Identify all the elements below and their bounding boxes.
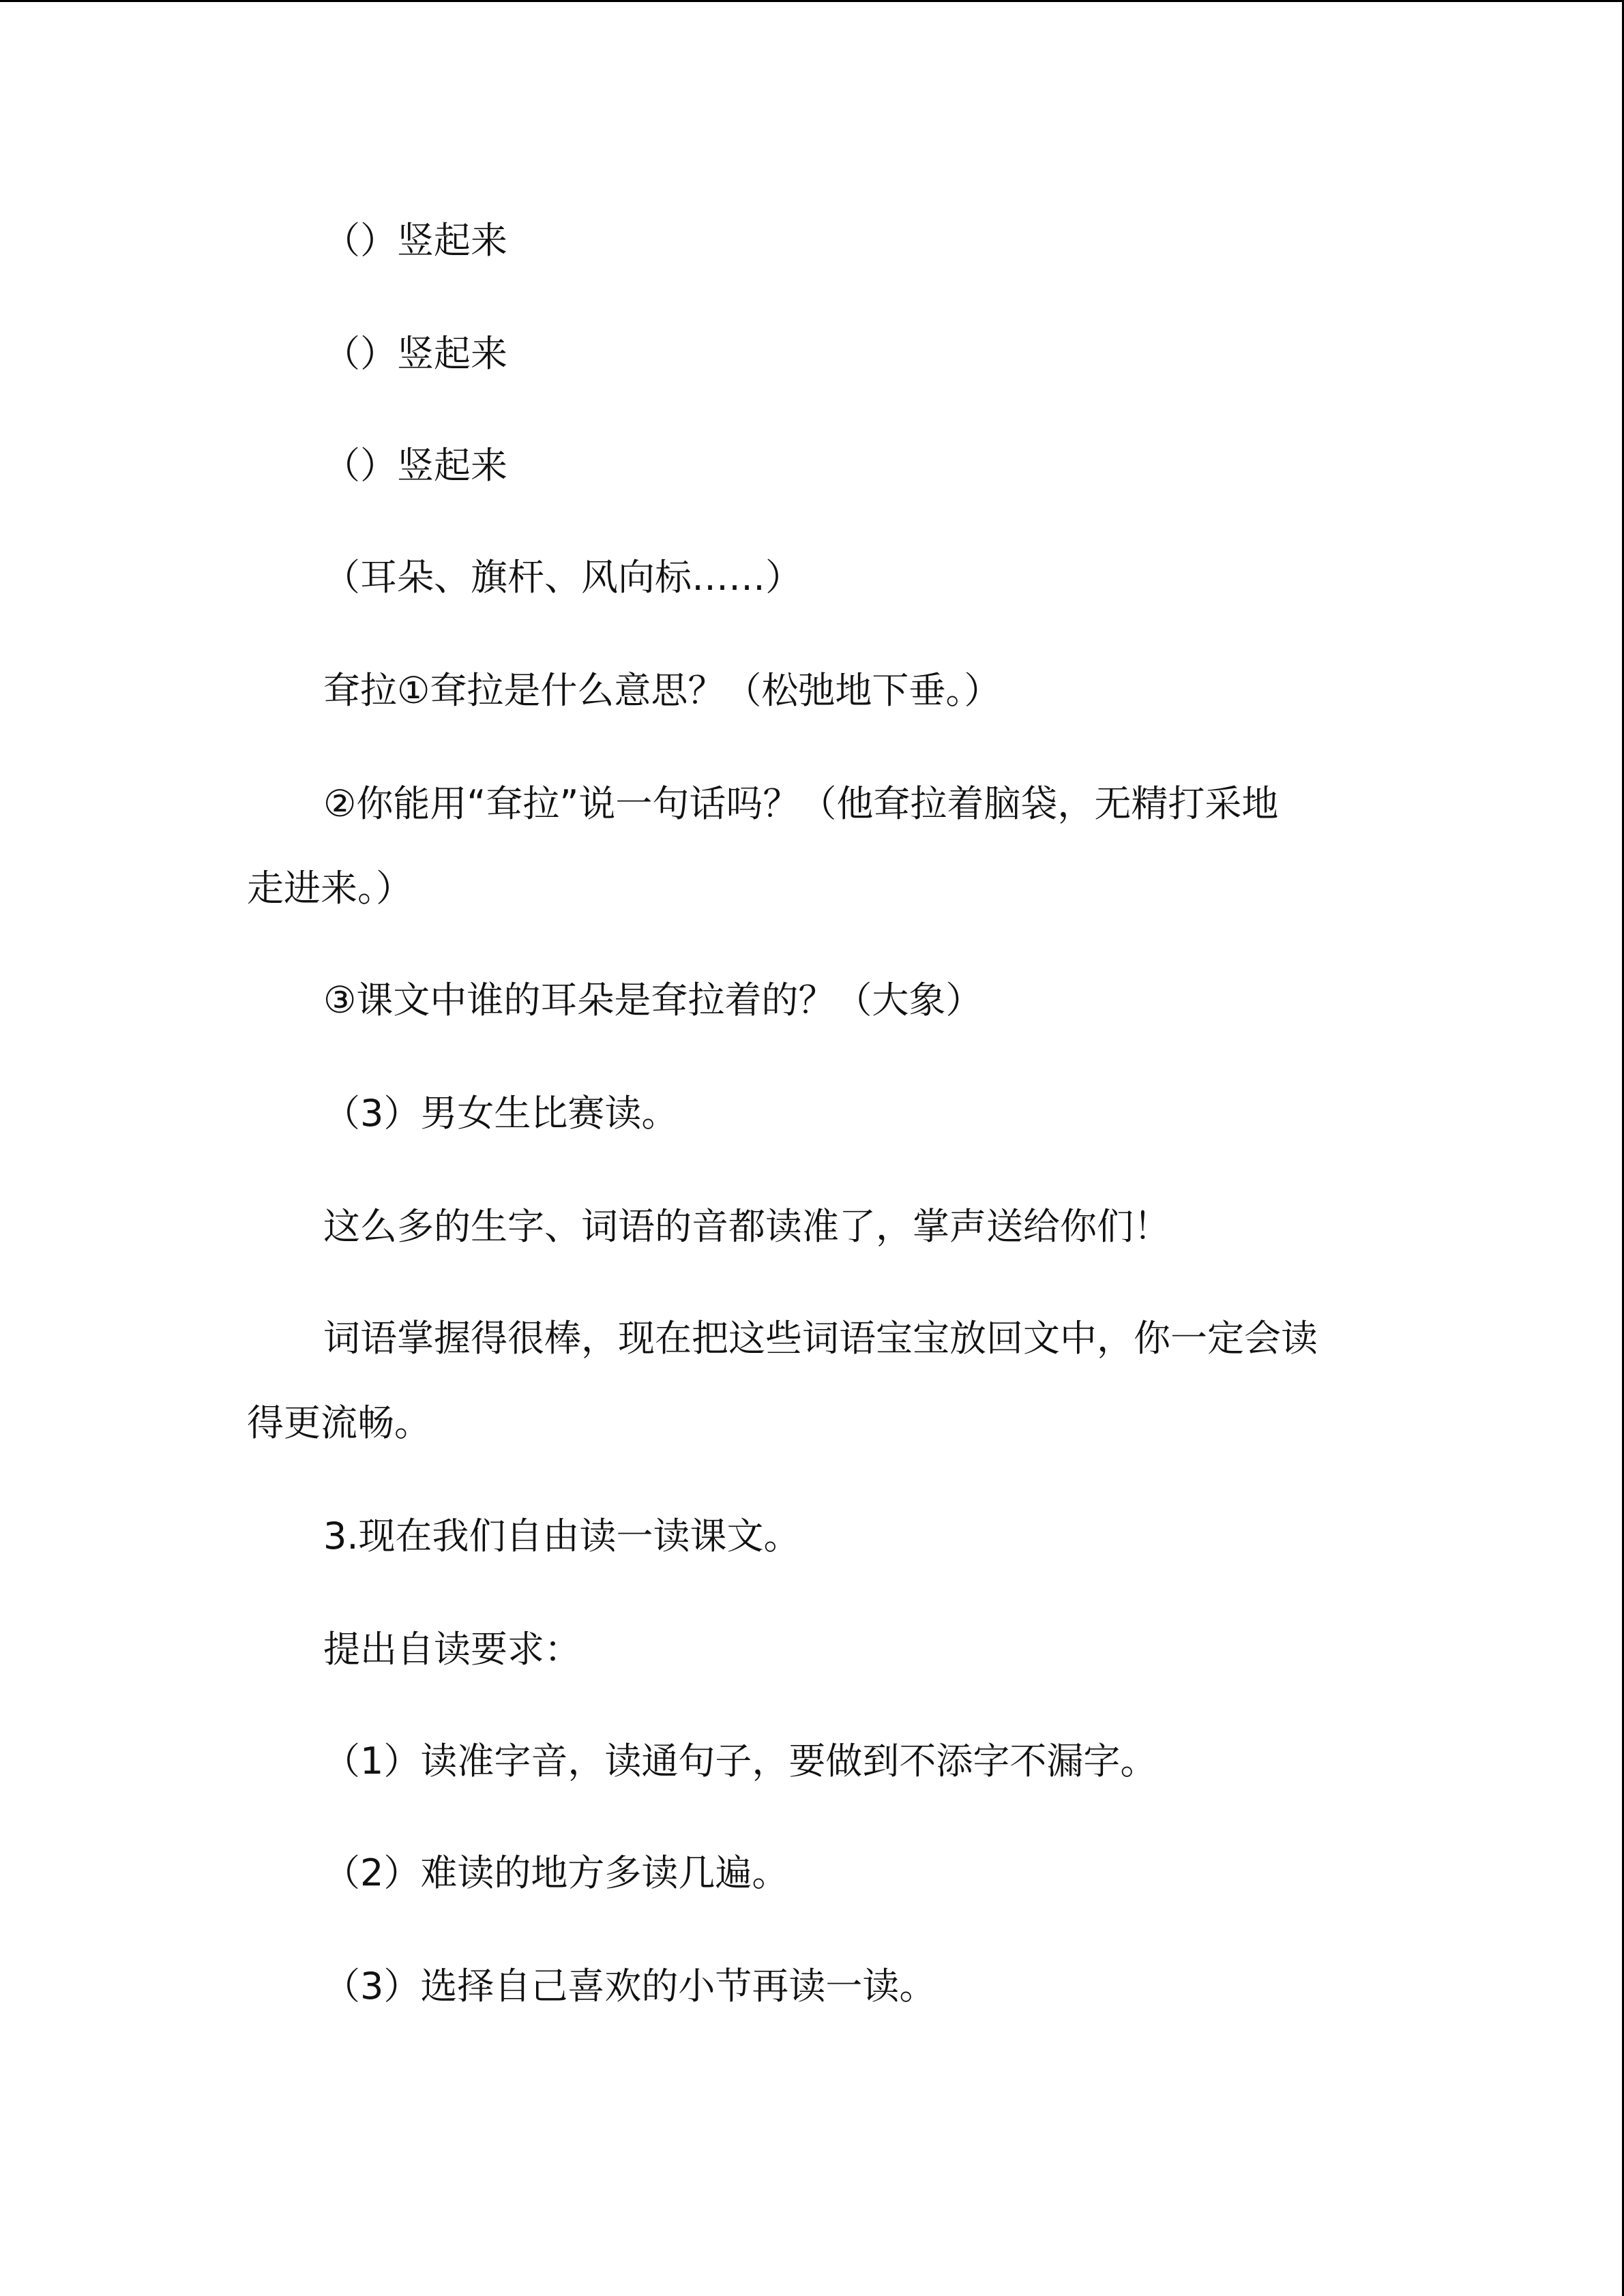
line-requirement-2: （2）难读的地方多读几遍。: [323, 1851, 789, 1894]
line-step-3: 3.现在我们自由读一读课文。: [323, 1515, 801, 1557]
line-question-2-cont: 走进来。）: [247, 867, 413, 910]
line-requirements-heading: 提出自读要求：: [323, 1628, 581, 1671]
line-transition-cont: 得更流畅。: [247, 1401, 431, 1444]
line-transition: 词语掌握得很棒，现在把这些词语宝宝放回文中，你一定会读: [323, 1317, 1318, 1360]
line-blank-2: （）竖起来: [323, 332, 507, 375]
line-praise: 这么多的生字、词语的音都读准了，掌声送给你们！: [323, 1205, 1170, 1248]
line-blank-1: （）竖起来: [323, 219, 507, 262]
line-question-3: ③课文中谁的耳朵是耷拉着的？（大象）: [323, 979, 983, 1022]
line-question-2: ②你能用“耷拉”说一句话吗？（他耷拉着脑袋，无精打采地: [323, 782, 1279, 825]
line-answer-examples: （耳朵、旗杆、风向标……）: [323, 556, 802, 599]
line-requirement-1: （1）读准字音，读通句子，要做到不添字不漏字。: [323, 1740, 1157, 1783]
line-competition-reading: （3）男女生比赛读。: [323, 1092, 679, 1135]
line-question-1: 耷拉①耷拉是什么意思？（松弛地下垂。）: [323, 669, 1001, 712]
line-requirement-3: （3）选择自己喜欢的小节再读一读。: [323, 1965, 936, 2008]
line-blank-3: （）竖起来: [323, 444, 507, 487]
